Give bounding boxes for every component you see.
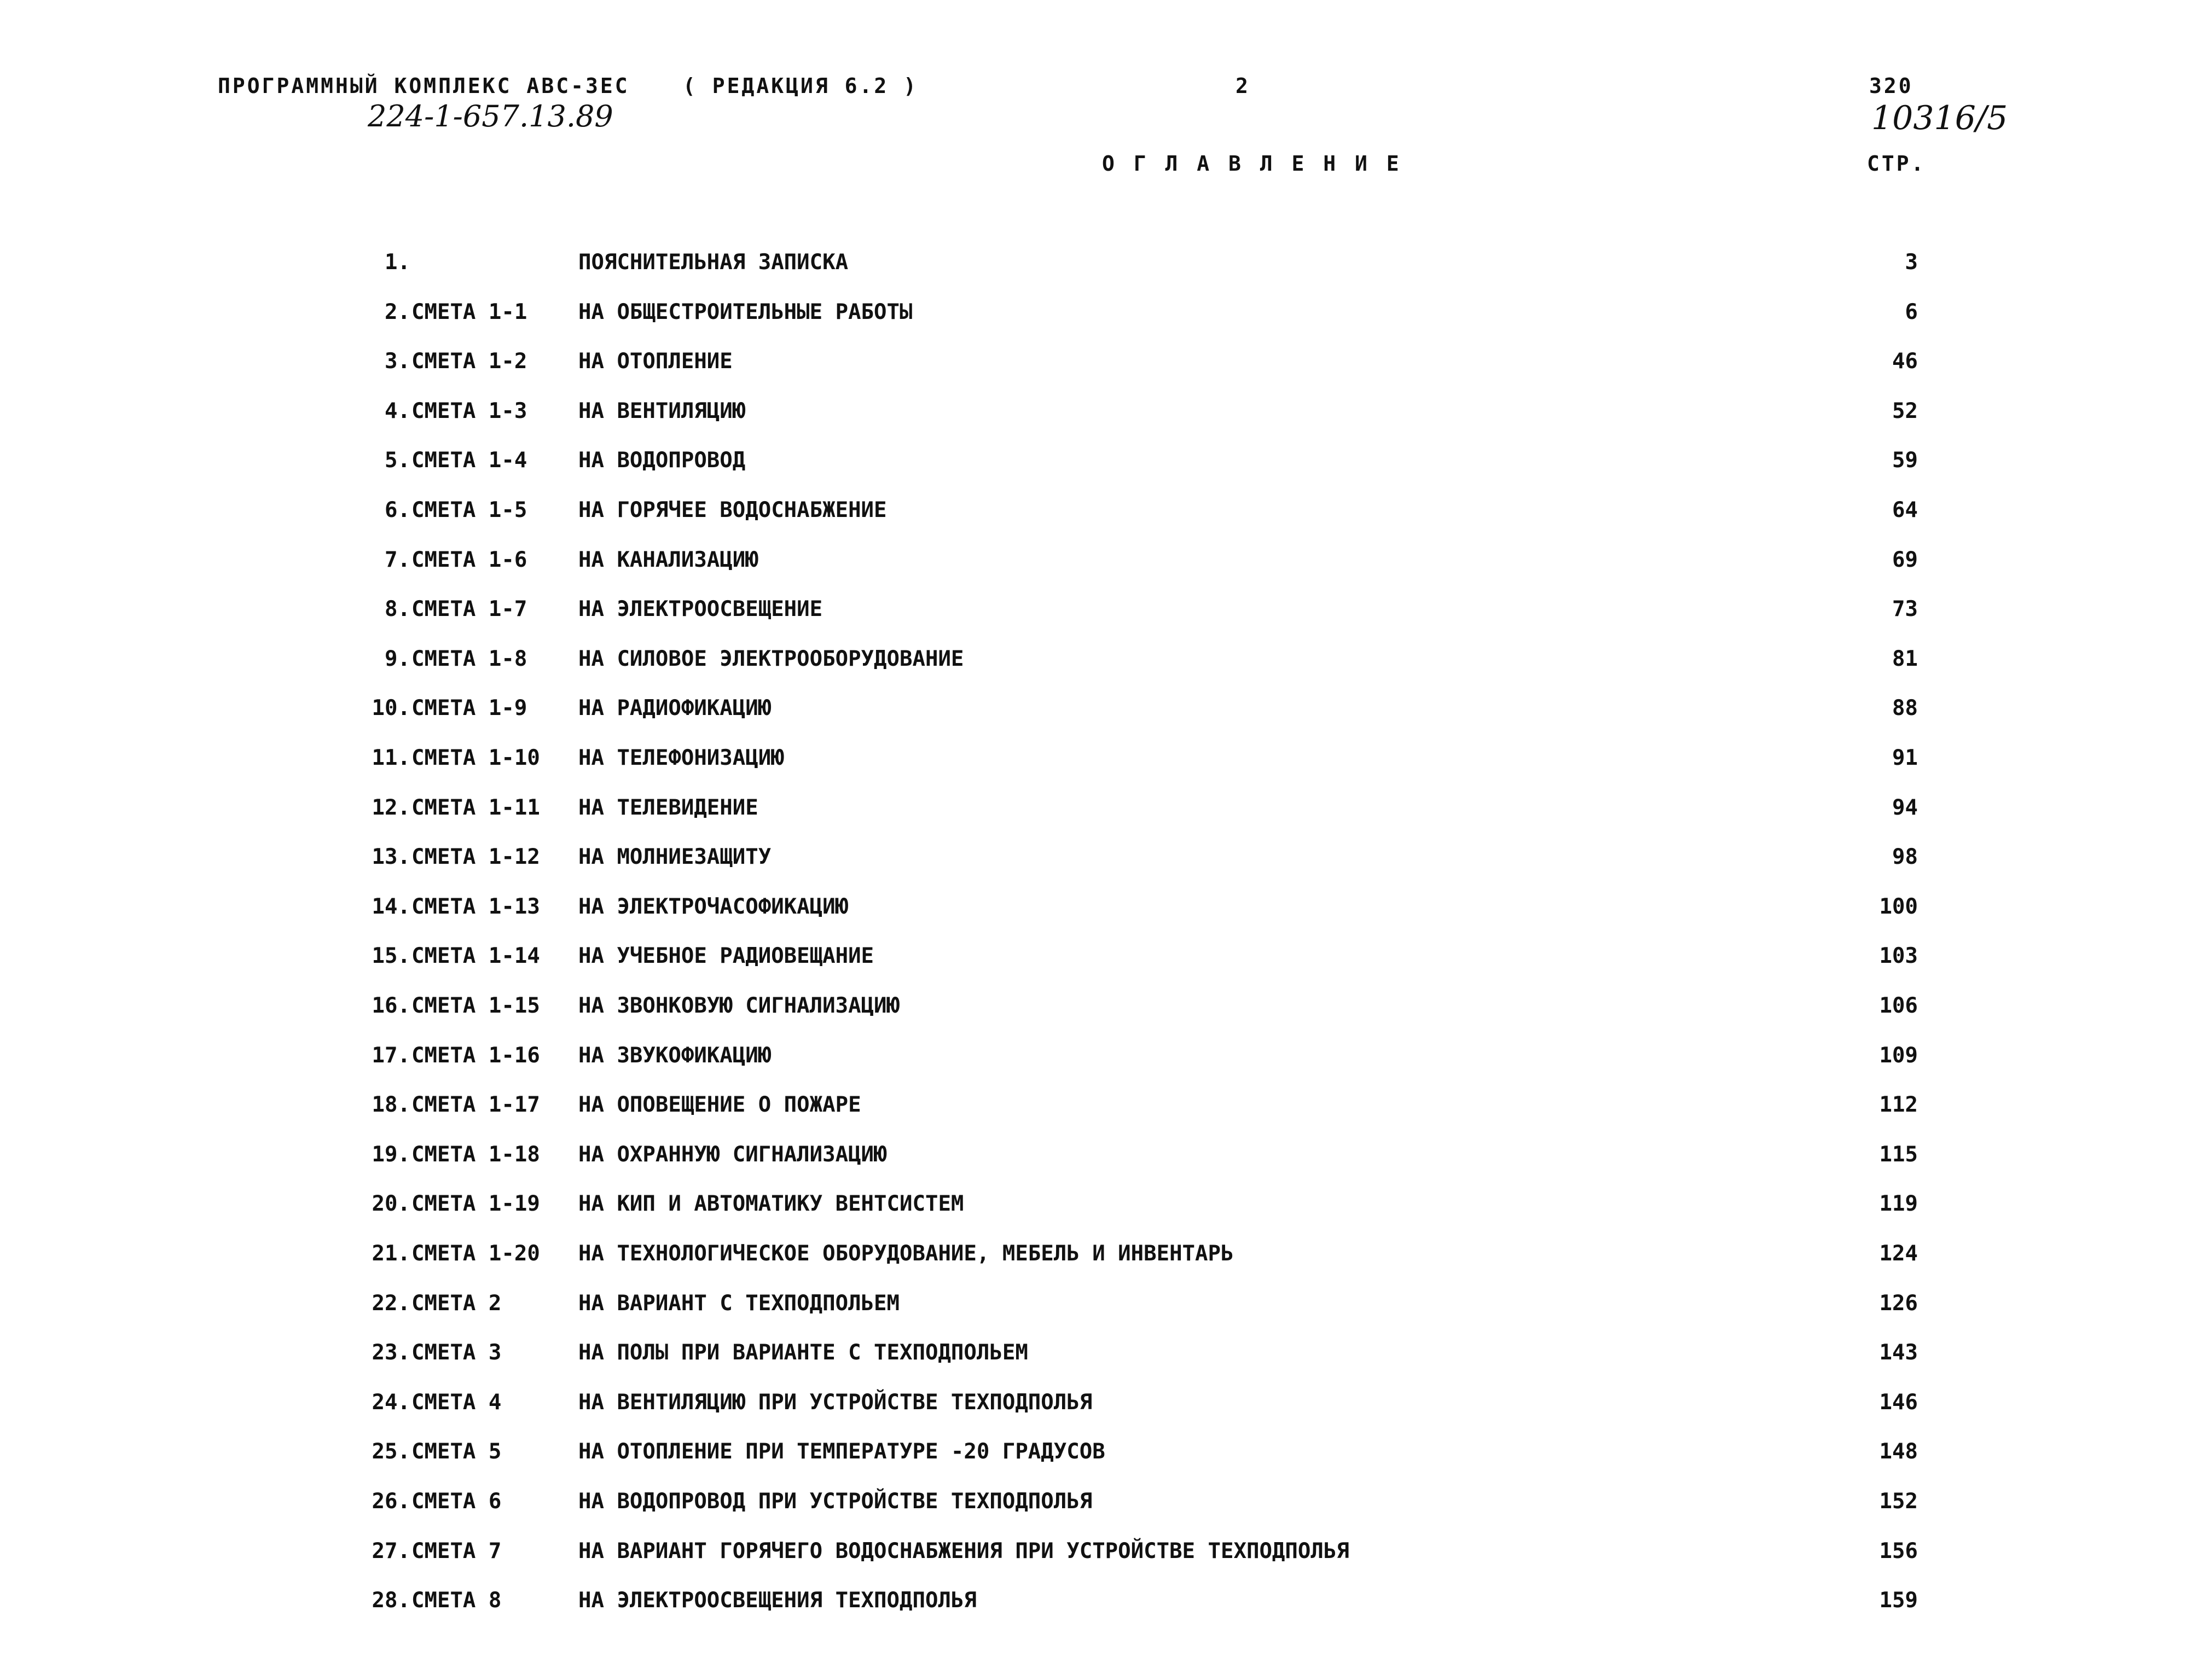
toc-item-title: НА ВОДОПРОВОД ПРИ УСТРОЙСТВЕ ТЕХПОДПОЛЬЯ bbox=[578, 1489, 1093, 1514]
toc-row bbox=[0, 1441, 2198, 1474]
toc-item-estimate: СМЕТА 6 bbox=[411, 1489, 502, 1514]
toc-row bbox=[0, 1144, 2198, 1177]
toc-item-page: 112 bbox=[1879, 1092, 1918, 1117]
toc-row bbox=[0, 747, 2198, 780]
toc-item-page: 98 bbox=[1892, 845, 1918, 869]
toc-item-number: 22. bbox=[372, 1291, 410, 1316]
toc-item-title: НА ВЕНТИЛЯЦИЮ bbox=[578, 399, 746, 423]
toc-item-page: 103 bbox=[1879, 944, 1918, 968]
toc-item-page: 94 bbox=[1892, 795, 1918, 820]
toc-item-title: НА ЭЛЕКТРООСВЕЩЕНИЕ bbox=[578, 597, 823, 621]
toc-item-estimate: СМЕТА 1-10 bbox=[411, 746, 540, 770]
toc-item-page: 148 bbox=[1879, 1439, 1918, 1464]
toc-item-title: НА ТЕХНОЛОГИЧЕСКОЕ ОБОРУДОВАНИЕ, МЕБЕЛЬ И ИНВЕНТАРЬ bbox=[578, 1241, 1234, 1266]
toc-item-page: 6 bbox=[1905, 300, 1918, 324]
toc-row bbox=[0, 1243, 2198, 1276]
toc-item-number: 20. bbox=[372, 1191, 410, 1216]
sheet-code: 320 bbox=[1869, 74, 1913, 98]
toc-item-number: 12. bbox=[372, 795, 410, 820]
toc-item-page: 91 bbox=[1892, 746, 1918, 770]
toc-item-estimate: СМЕТА 1-4 bbox=[411, 448, 527, 473]
toc-item-title: НА УЧЕБНОЕ РАДИОВЕЩАНИЕ bbox=[578, 944, 874, 968]
toc-item-number: 19. bbox=[372, 1142, 410, 1167]
toc-item-page: 69 bbox=[1892, 548, 1918, 572]
toc-item-estimate: СМЕТА 5 bbox=[411, 1439, 502, 1464]
toc-row bbox=[0, 1193, 2198, 1226]
toc-row bbox=[0, 846, 2198, 879]
toc-item-title: НА КИП И АВТОМАТИКУ ВЕНТСИСТЕМ bbox=[578, 1191, 964, 1216]
toc-row bbox=[0, 945, 2198, 978]
edition-label: ( РЕДАКЦИЯ 6.2 ) bbox=[683, 74, 919, 98]
toc-item-title: НА ГОРЯЧЕЕ ВОДОСНАБЖЕНИЕ bbox=[578, 498, 887, 522]
toc-item-title: НА СИЛОВОЕ ЭЛЕКТРООБОРУДОВАНИЕ bbox=[578, 647, 964, 671]
toc-item-page: 146 bbox=[1879, 1390, 1918, 1415]
toc-item-page: 52 bbox=[1892, 399, 1918, 423]
toc-item-estimate: СМЕТА 1-2 bbox=[411, 349, 527, 374]
toc-item-estimate: СМЕТА 1-8 bbox=[411, 647, 527, 671]
toc-item-page: 81 bbox=[1892, 647, 1918, 671]
toc-item-number: 3. bbox=[385, 349, 410, 374]
toc-item-page: 100 bbox=[1879, 894, 1918, 919]
toc-row bbox=[0, 1293, 2198, 1326]
toc-item-title: НА ОПОВЕЩЕНИЕ О ПОЖАРЕ bbox=[578, 1092, 861, 1117]
toc-item-title: ПОЯСНИТЕЛЬНАЯ ЗАПИСКА bbox=[578, 250, 849, 275]
toc-item-estimate: СМЕТА 1-18 bbox=[411, 1142, 540, 1167]
page-title: О Г Л А В Л Е Н И Е bbox=[1102, 152, 1402, 176]
toc-row bbox=[0, 499, 2198, 532]
toc-row bbox=[0, 1392, 2198, 1425]
toc-row bbox=[0, 1094, 2198, 1127]
toc-item-page: 73 bbox=[1892, 597, 1918, 621]
toc-item-estimate: СМЕТА 8 bbox=[411, 1588, 502, 1613]
toc-item-title: НА ОБЩЕСТРОИТЕЛЬНЫЕ РАБОТЫ bbox=[578, 300, 913, 324]
toc-row bbox=[0, 549, 2198, 582]
toc-item-number: 21. bbox=[372, 1241, 410, 1266]
toc-item-estimate: СМЕТА 7 bbox=[411, 1539, 502, 1563]
toc-item-number: 14. bbox=[372, 894, 410, 919]
toc-row bbox=[0, 598, 2198, 631]
toc-item-estimate: СМЕТА 1-20 bbox=[411, 1241, 540, 1266]
toc-item-estimate: СМЕТА 1-9 bbox=[411, 696, 527, 720]
toc-item-estimate: СМЕТА 1-19 bbox=[411, 1191, 540, 1216]
toc-item-estimate: СМЕТА 3 bbox=[411, 1340, 502, 1365]
toc-item-number: 11. bbox=[372, 746, 410, 770]
toc-item-title: НА ВАРИАНТ ГОРЯЧЕГО ВОДОСНАБЖЕНИЯ ПРИ УСТРОЙСТВЕ ТЕХПОДПОЛЬЯ bbox=[578, 1539, 1349, 1563]
toc-item-title: НА КАНАЛИЗАЦИЮ bbox=[578, 548, 758, 572]
page-number: 2 bbox=[1236, 74, 1250, 98]
toc-item-number: 16. bbox=[372, 993, 410, 1018]
toc-item-number: 25. bbox=[372, 1439, 410, 1464]
toc-item-title: НА ВЕНТИЛЯЦИЮ ПРИ УСТРОЙСТВЕ ТЕХПОДПОЛЬЯ bbox=[578, 1390, 1093, 1415]
page-column-label: СТР. bbox=[1867, 152, 1926, 176]
toc-item-number: 6. bbox=[385, 498, 410, 522]
toc-item-number: 27. bbox=[372, 1539, 410, 1563]
toc-item-number: 7. bbox=[385, 548, 410, 572]
toc-item-page: 64 bbox=[1892, 498, 1918, 522]
toc-item-title: НА ОХРАННУЮ СИГНАЛИЗАЦИЮ bbox=[578, 1142, 887, 1167]
toc-row bbox=[0, 301, 2198, 334]
toc-item-page: 106 bbox=[1879, 993, 1918, 1018]
toc-item-estimate: СМЕТА 1-14 bbox=[411, 944, 540, 968]
toc-row bbox=[0, 400, 2198, 433]
toc-item-number: 9. bbox=[385, 647, 410, 671]
toc-item-page: 152 bbox=[1879, 1489, 1918, 1514]
toc-item-title: НА ПОЛЫ ПРИ ВАРИАНТЕ С ТЕХПОДПОЛЬЕМ bbox=[578, 1340, 1028, 1365]
toc-item-number: 28. bbox=[372, 1588, 410, 1613]
toc-item-title: НА МОЛНИЕЗАЩИТУ bbox=[578, 845, 772, 869]
toc-row bbox=[0, 697, 2198, 730]
toc-item-page: 124 bbox=[1879, 1241, 1918, 1266]
toc-item-number: 5. bbox=[385, 448, 410, 473]
toc-row bbox=[0, 1590, 2198, 1623]
toc-item-number: 23. bbox=[372, 1340, 410, 1365]
toc-item-estimate: СМЕТА 1-5 bbox=[411, 498, 527, 522]
toc-item-number: 13. bbox=[372, 845, 410, 869]
toc-item-title: НА ЭЛЕКТРООСВЕЩЕНИЯ ТЕХПОДПОЛЬЯ bbox=[578, 1588, 977, 1613]
toc-item-estimate: СМЕТА 1-6 bbox=[411, 548, 527, 572]
toc-row bbox=[0, 351, 2198, 383]
toc-item-page: 109 bbox=[1879, 1043, 1918, 1068]
toc-item-page: 88 bbox=[1892, 696, 1918, 720]
toc-item-estimate: СМЕТА 2 bbox=[411, 1291, 502, 1316]
handwritten-code-right: 10316/5 bbox=[1871, 99, 2008, 137]
toc-item-estimate: СМЕТА 1-16 bbox=[411, 1043, 540, 1068]
toc-row bbox=[0, 1541, 2198, 1573]
toc-item-title: НА РАДИОФИКАЦИЮ bbox=[578, 696, 772, 720]
toc-item-title: НА ВОДОПРОВОД bbox=[578, 448, 746, 473]
toc-item-number: 24. bbox=[372, 1390, 410, 1415]
toc-item-estimate: СМЕТА 1-1 bbox=[411, 300, 527, 324]
toc-item-page: 3 bbox=[1905, 250, 1918, 275]
toc-item-page: 143 bbox=[1879, 1340, 1918, 1365]
toc-item-number: 15. bbox=[372, 944, 410, 968]
toc-row bbox=[0, 797, 2198, 830]
toc-item-number: 1. bbox=[385, 250, 410, 275]
toc-row bbox=[0, 648, 2198, 681]
toc-item-estimate: СМЕТА 1-3 bbox=[411, 399, 527, 423]
toc-item-number: 18. bbox=[372, 1092, 410, 1117]
toc-item-title: НА ЗВОНКОВУЮ СИГНАЛИЗАЦИЮ bbox=[578, 993, 900, 1018]
toc-item-number: 17. bbox=[372, 1043, 410, 1068]
toc-item-estimate: СМЕТА 1-7 bbox=[411, 597, 527, 621]
toc-row bbox=[0, 995, 2198, 1028]
toc-item-title: НА ЗВУКОФИКАЦИЮ bbox=[578, 1043, 772, 1068]
toc-item-title: НА ОТОПЛЕНИЕ ПРИ ТЕМПЕРАТУРЕ -20 ГРАДУСОВ bbox=[578, 1439, 1105, 1464]
toc-item-title: НА ОТОПЛЕНИЕ bbox=[578, 349, 733, 374]
toc-item-number: 10. bbox=[372, 696, 410, 720]
toc-item-number: 2. bbox=[385, 300, 410, 324]
toc-item-title: НА ВАРИАНТ С ТЕХПОДПОЛЬЕМ bbox=[578, 1291, 900, 1316]
program-name: ПРОГРАММНЫЙ КОМПЛЕКС АВС-3ЕС bbox=[218, 74, 630, 98]
toc-item-estimate: СМЕТА 1-17 bbox=[411, 1092, 540, 1117]
toc-row bbox=[0, 252, 2198, 284]
toc-item-title: НА ТЕЛЕФОНИЗАЦИЮ bbox=[578, 746, 784, 770]
toc-row bbox=[0, 1342, 2198, 1375]
toc-row bbox=[0, 1045, 2198, 1078]
toc-item-page: 119 bbox=[1879, 1191, 1918, 1216]
toc-row bbox=[0, 450, 2198, 483]
toc-item-number: 4. bbox=[385, 399, 410, 423]
toc-item-number: 26. bbox=[372, 1489, 410, 1514]
toc-row bbox=[0, 1491, 2198, 1524]
toc-item-page: 46 bbox=[1892, 349, 1918, 374]
toc-item-estimate: СМЕТА 1-13 bbox=[411, 894, 540, 919]
toc-item-title: НА ЭЛЕКТРОЧАСОФИКАЦИЮ bbox=[578, 894, 849, 919]
toc-item-page: 126 bbox=[1879, 1291, 1918, 1316]
toc-item-page: 115 bbox=[1879, 1142, 1918, 1167]
toc-row bbox=[0, 896, 2198, 929]
toc-item-page: 159 bbox=[1879, 1588, 1918, 1613]
toc-item-number: 8. bbox=[385, 597, 410, 621]
toc-item-page: 59 bbox=[1892, 448, 1918, 473]
toc-item-page: 156 bbox=[1879, 1539, 1918, 1563]
toc-item-estimate: СМЕТА 1-12 bbox=[411, 845, 540, 869]
toc-item-estimate: СМЕТА 1-15 bbox=[411, 993, 540, 1018]
handwritten-code-left: 224-1-657.13.89 bbox=[368, 99, 613, 133]
toc-item-estimate: СМЕТА 1-11 bbox=[411, 795, 540, 820]
toc-item-title: НА ТЕЛЕВИДЕНИЕ bbox=[578, 795, 758, 820]
toc-item-estimate: СМЕТА 4 bbox=[411, 1390, 502, 1415]
